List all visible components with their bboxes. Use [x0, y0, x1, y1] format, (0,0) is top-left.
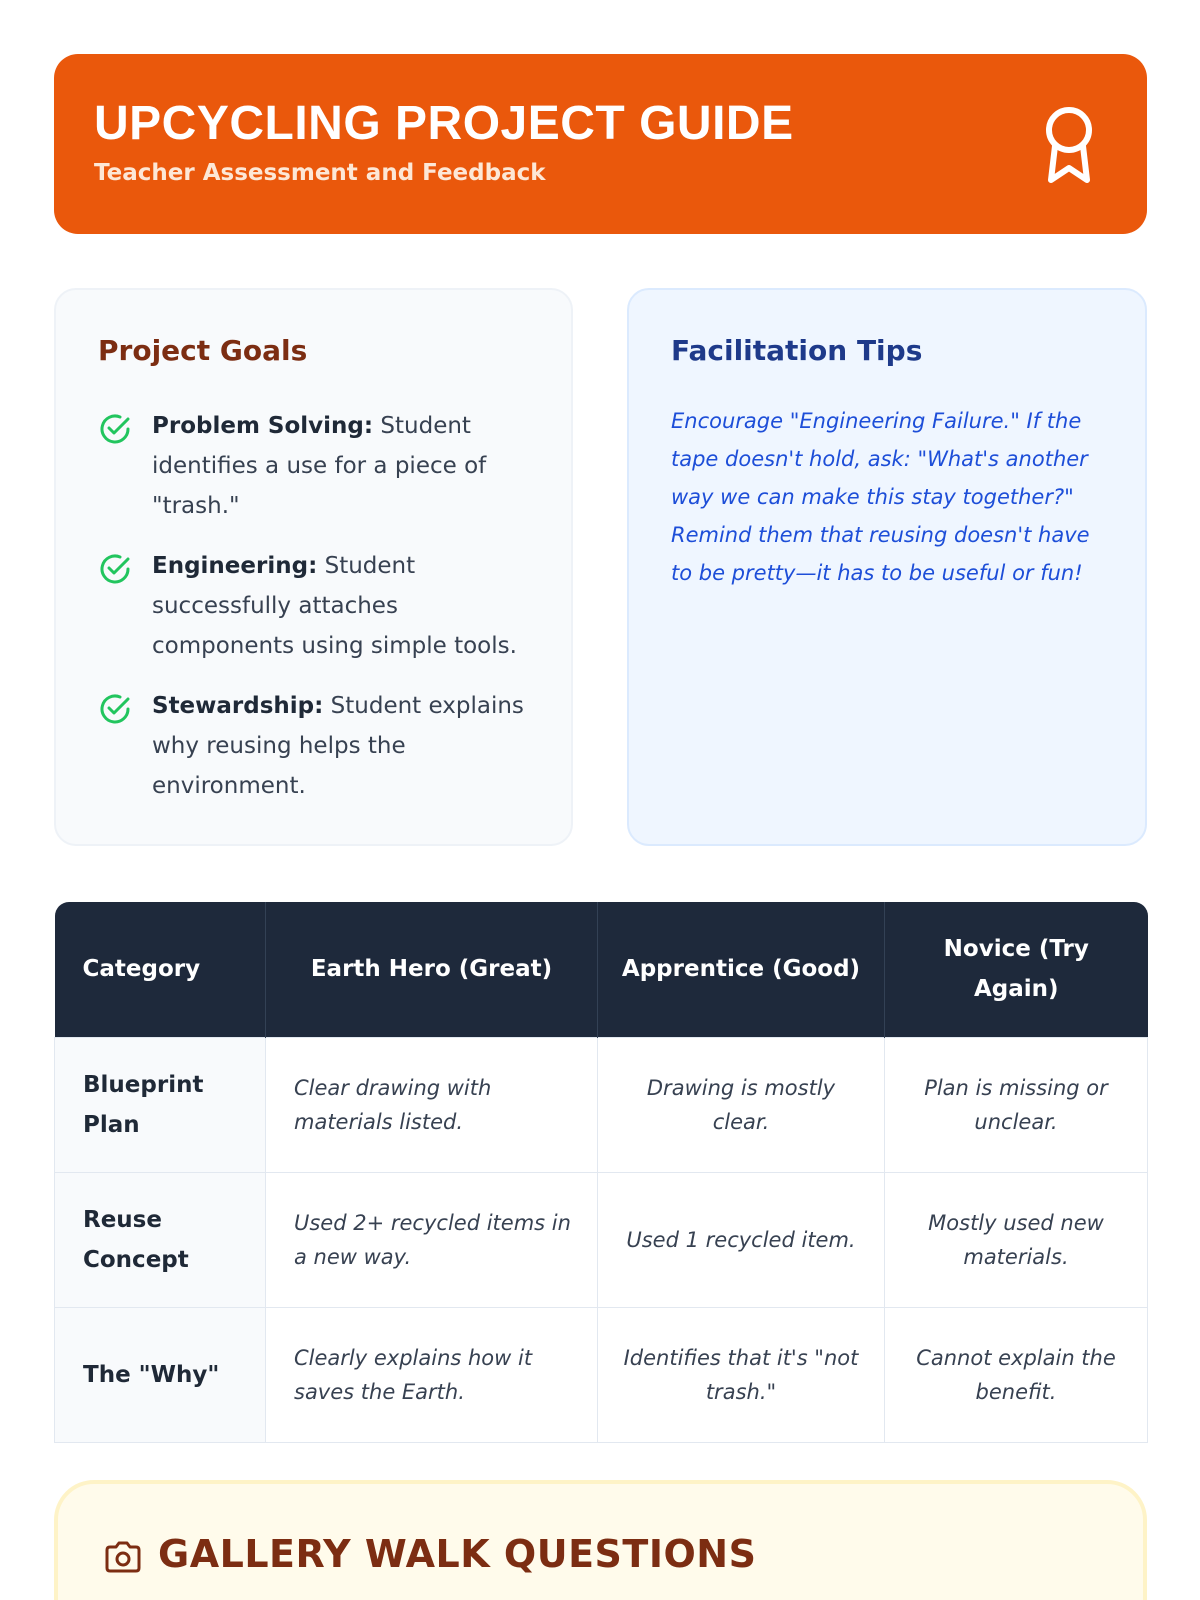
facilitation-tips-card: [627, 288, 1147, 846]
gallery-walk-section: [54, 1480, 1147, 1600]
column-header: Earth Hero (Great): [266, 902, 598, 1037]
table-cell: Clearly explains how it saves the Earth.: [266, 1307, 598, 1442]
camera-icon: [104, 1540, 142, 1574]
table-cell: Clear drawing with materials listed.: [266, 1037, 598, 1172]
table-row: [55, 1172, 1148, 1307]
goal-item: [98, 546, 538, 666]
table-cell: Drawing is mostly clear.: [598, 1037, 885, 1172]
goal-text: Student explains why reusing helps the environment.: [152, 693, 524, 799]
gallery-walk-title: GALLERY WALK QUESTIONS: [158, 1532, 757, 1576]
facilitation-tips-text: Encourage "Engineering Failure." If the tape doesn't hold, ask: "What's another way we can make this stay together?" Remind them that reusing doesn't have to be pretty—it has to be useful or fun!: [671, 409, 1090, 585]
goal-list: [98, 406, 538, 826]
goal-item: [98, 686, 538, 806]
header-banner: [54, 54, 1147, 234]
table-cell: Plan is missing or unclear.: [885, 1037, 1148, 1172]
goal-item: [98, 406, 538, 526]
goal-label: Problem Solving:: [152, 413, 374, 439]
table-header-row: [55, 902, 1148, 1037]
table-cell: Identifies that it's "not trash.": [598, 1307, 885, 1442]
table-row: [55, 1307, 1148, 1442]
check-circle-icon: [98, 412, 132, 446]
table-cell: Mostly used new materials.: [885, 1172, 1148, 1307]
award-ribbon-icon: [1041, 106, 1097, 184]
goal-label: Engineering:: [152, 553, 318, 579]
check-circle-icon: [98, 692, 132, 726]
goal-text: Student successfully attaches components using simple tools.: [152, 553, 517, 659]
column-header: Category: [55, 902, 266, 1037]
goal-text: Student identifies a use for a piece of "trash.": [152, 413, 487, 519]
project-goals-title: Project Goals: [98, 334, 308, 367]
column-header: Apprentice (Good): [598, 902, 885, 1037]
category-cell: Blueprint Plan: [55, 1037, 266, 1172]
category-cell: Reuse Concept: [55, 1172, 266, 1307]
table-cell: Used 1 recycled item.: [598, 1172, 885, 1307]
category-cell: The "Why": [55, 1307, 266, 1442]
page-subtitle: Teacher Assessment and Feedback: [94, 160, 546, 186]
table-cell: Cannot explain the benefit.: [885, 1307, 1148, 1442]
goal-label: Stewardship:: [152, 693, 324, 719]
project-goals-card: [54, 288, 573, 846]
table-row: [55, 1037, 1148, 1172]
column-header: Novice (Try Again): [885, 902, 1148, 1037]
rubric-table: [54, 902, 1148, 1443]
check-circle-icon: [98, 552, 132, 586]
table-cell: Used 2+ recycled items in a new way.: [266, 1172, 598, 1307]
page-title: UPCYCLING PROJECT GUIDE: [94, 97, 794, 150]
facilitation-tips-title: Facilitation Tips: [671, 334, 923, 367]
